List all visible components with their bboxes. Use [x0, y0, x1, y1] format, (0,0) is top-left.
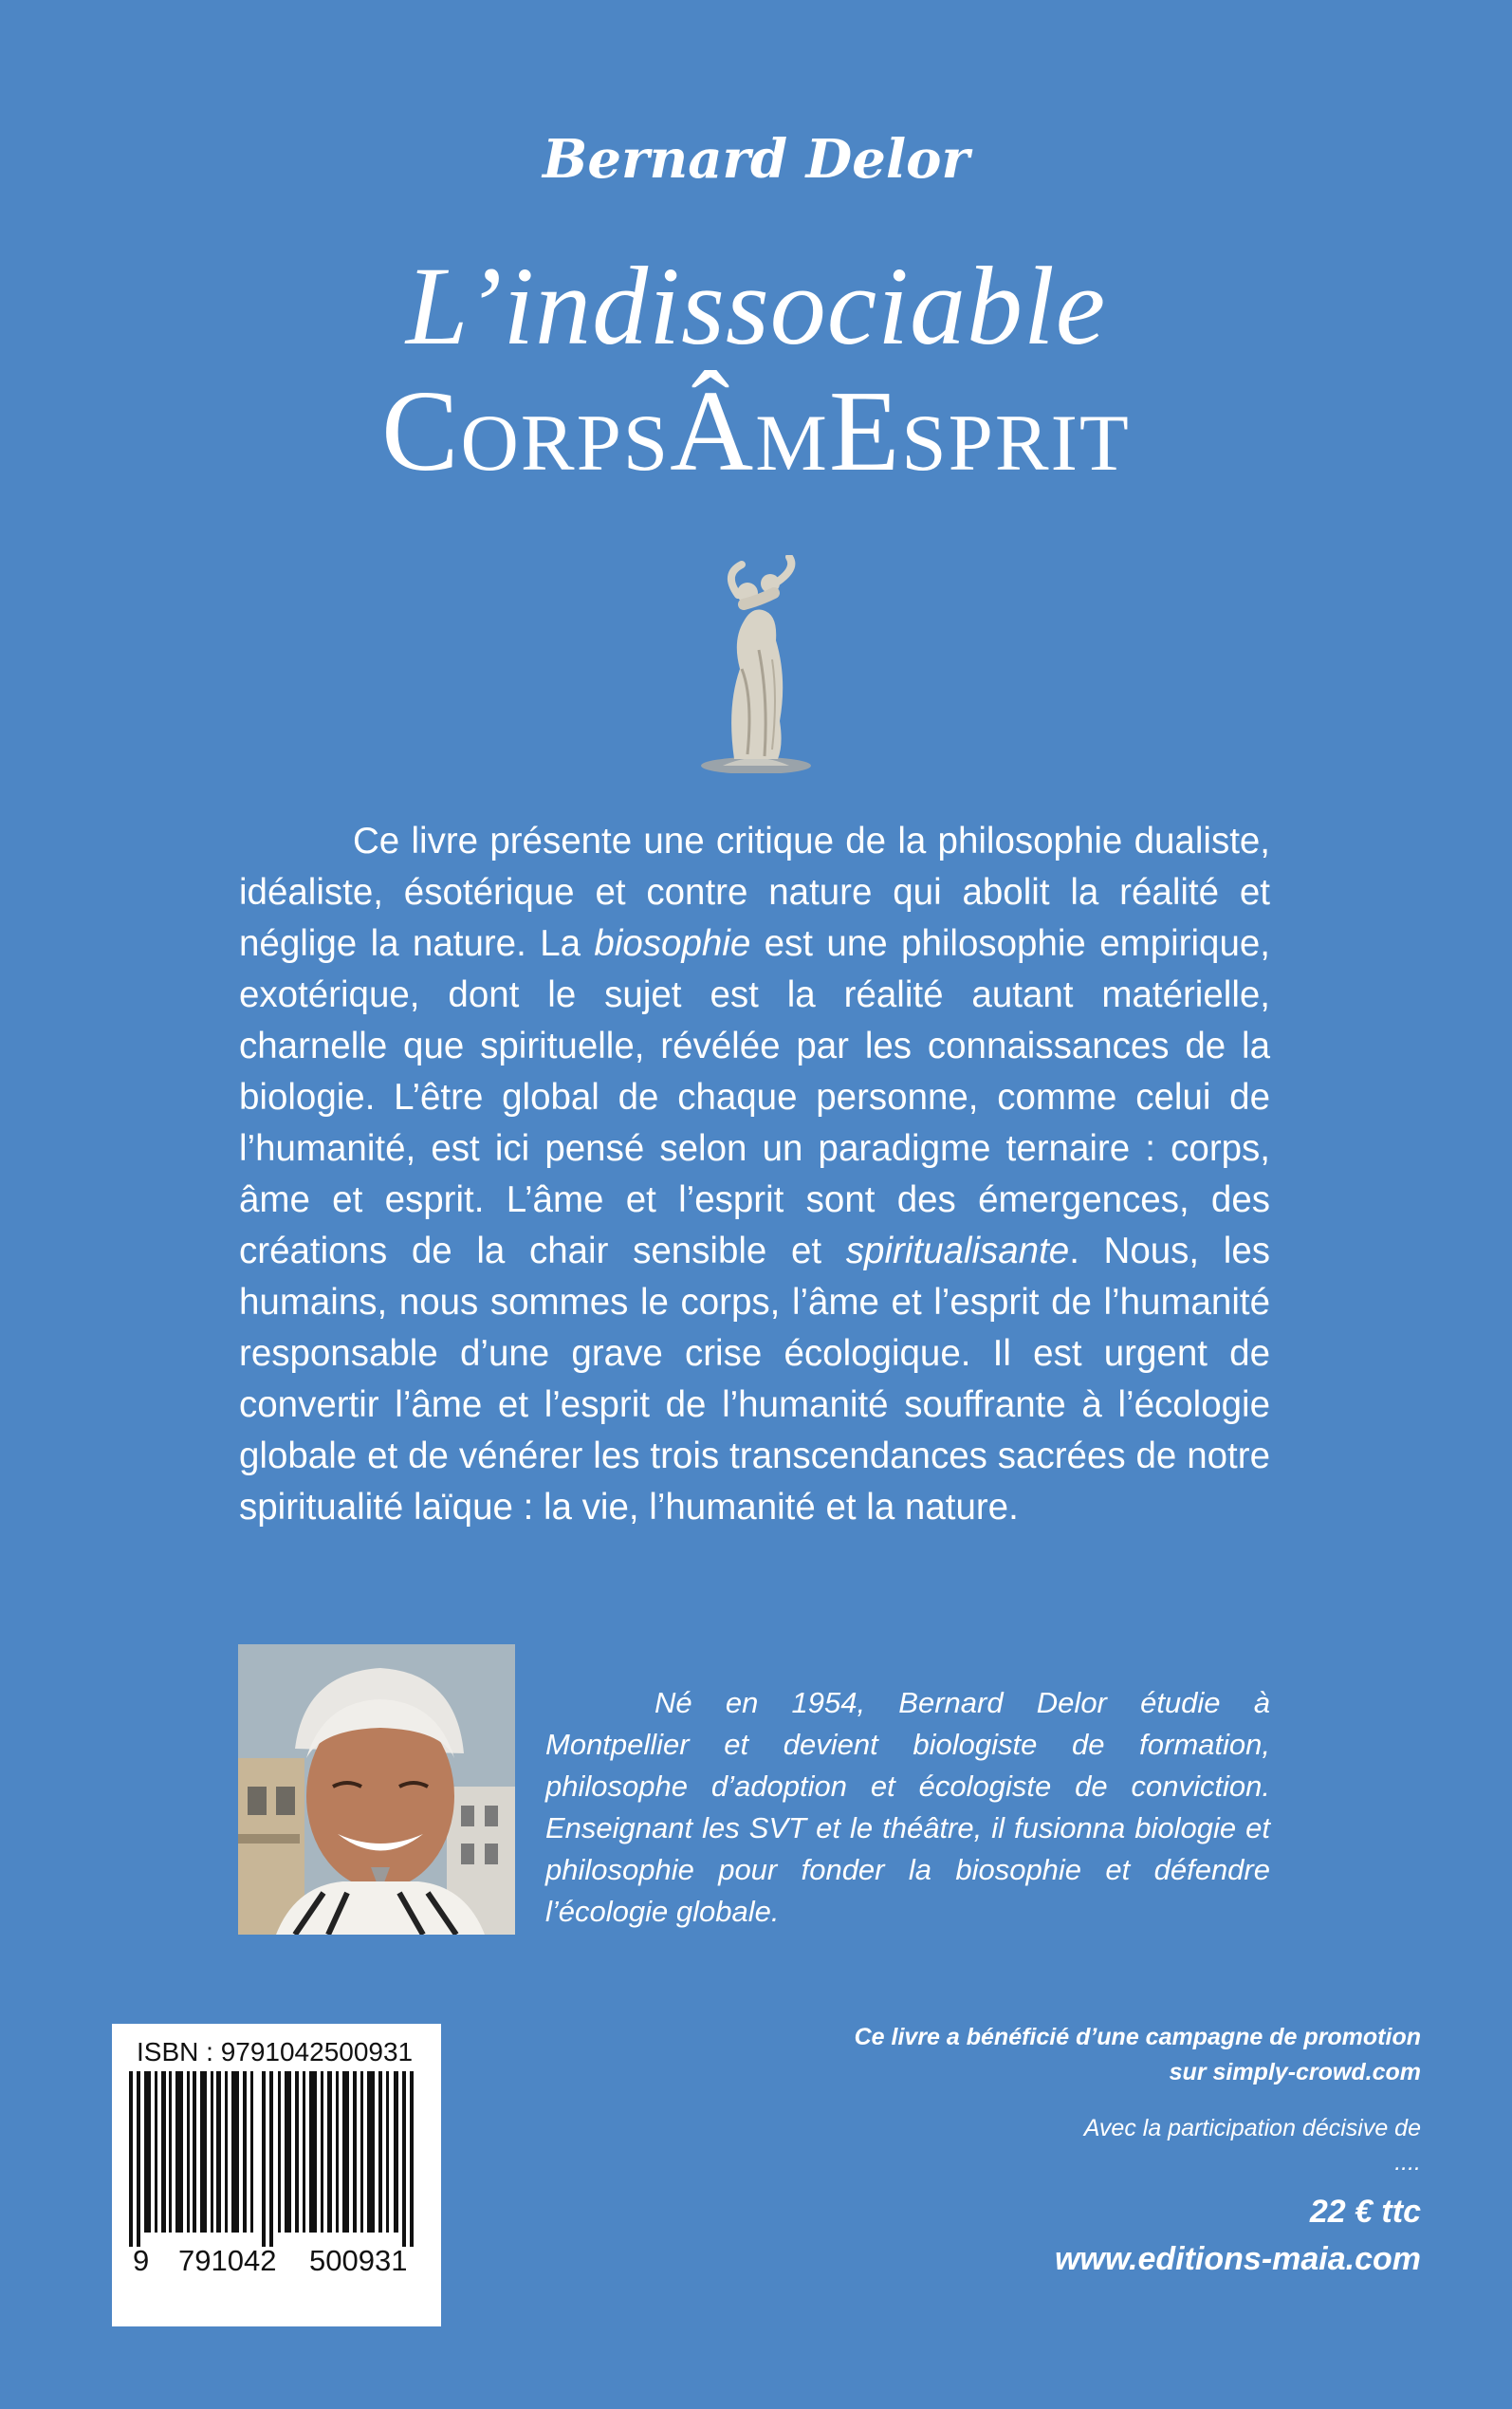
summary-emphasis-spiritualisante: spiritualisante [845, 1231, 1070, 1271]
participation-line-2: .... [1394, 2149, 1421, 2176]
author-name: Bernard Delor [543, 128, 969, 191]
publisher-website: www.editions-maia.com [1054, 2241, 1421, 2277]
summary-text-1: Ce livre présente une critique de la philosophie dualiste, idéaliste, ésotérique et contre nature qui abolit la réalité et néglige la nature. La [239, 821, 1270, 964]
title-line-1: L’indissociable [405, 244, 1107, 368]
book-summary [239, 816, 1270, 1533]
barcode-digit-prefix: 9 [133, 2244, 150, 2277]
barcode-digit-group-1: 791042 [178, 2244, 277, 2277]
price-label: 22 € ttc [1309, 2194, 1421, 2230]
statue-figure-icon [685, 555, 827, 773]
isbn-label: ISBN : 9791042500931 [137, 2037, 414, 2066]
summary-text-2: est une philosophie empirique, exotérique, dont le sujet est la réalité autant matérielle, charnelle que spirituelle, révélée par les connaissances de la biologie. L’être global de chaque personne, comme celui de l’humanité, est ici pensé selon un paradigme ternaire : corps, âme et esprit. L’âme et l’esprit sont des émergences, des créations de la chair sensible et [239, 923, 1270, 1271]
participation-line-1: Avec la participation décisive de [1083, 2115, 1421, 2141]
author-portrait [238, 1644, 515, 1935]
promo-line-2: sur simply-crowd.com [1169, 2059, 1421, 2085]
promo-line-1: Ce livre a bénéficié d’une campagne de promotion [854, 2024, 1421, 2050]
barcode-digit-group-2: 500931 [309, 2244, 408, 2277]
isbn-barcode-box [112, 2024, 441, 2326]
author-bio-text: Né en 1954, Bernard Delor étudie à Montpellier et devient biologiste de formation, philosophe d’adoption et écologiste de conviction. Enseignant les SVT et le théâtre, il fusionna biologie et philosophie pour fonder la biosophie et défendre l’écologie globale. [545, 1686, 1270, 1928]
title-line-2: CorpsÂmEsprit [381, 367, 1131, 495]
summary-text-3: . Nous, les humains, nous sommes le corps, l’âme et l’esprit de l’humanité responsable d’une grave crise écologique. Il est urgent de convertir l’âme et l’esprit de l’humanité souffrante à l’écologie globale et de vénérer les trois transcendances sacrées de notre spiritualité laïque : la vie, l’humanité et la nature. [239, 1231, 1270, 1528]
summary-emphasis-biosophie: biosophie [594, 923, 751, 964]
author-bio [545, 1682, 1270, 1933]
barcode-icon [129, 2071, 424, 2247]
